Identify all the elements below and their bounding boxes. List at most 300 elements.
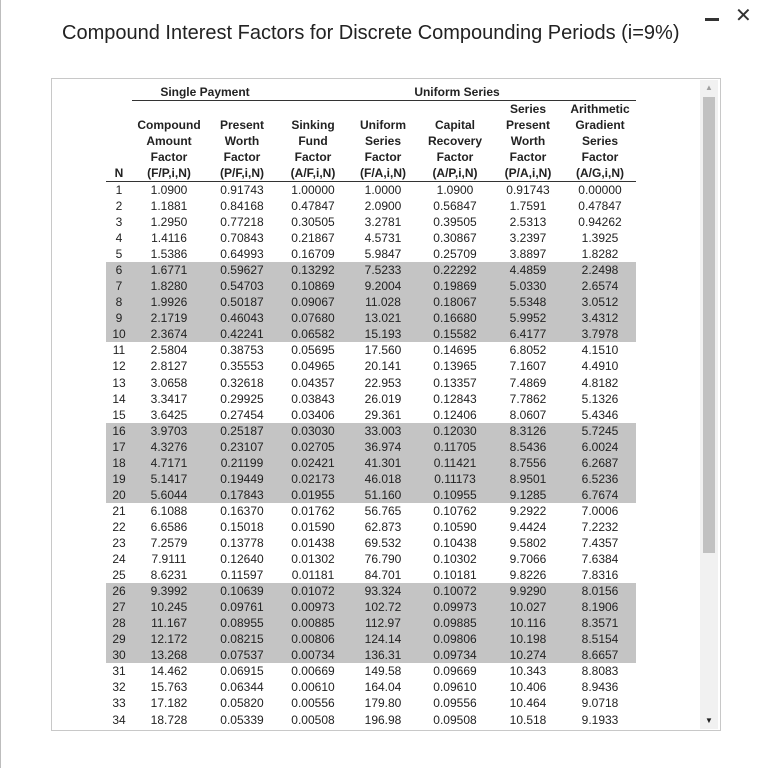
factor-cell: 6.1088 xyxy=(150,503,188,518)
factor-cell: 1.1881 xyxy=(150,199,188,214)
factor-cell: 124.14 xyxy=(348,631,418,647)
period-cell: 5 xyxy=(115,247,123,262)
factor-cell: 0.32618 xyxy=(220,375,264,390)
factor-cell: 0.50187 xyxy=(206,294,278,310)
column-header-5-line-4: Factor xyxy=(436,150,474,164)
factor-cell: 1.0900 xyxy=(150,183,188,197)
factor-cell: 0.09734 xyxy=(418,647,492,663)
period-cell: 2 xyxy=(115,199,123,214)
factor-cell: 4.8182 xyxy=(581,375,619,390)
table-row xyxy=(106,214,636,230)
factor-cell: 20.141 xyxy=(364,359,402,374)
factor-cell: 15.193 xyxy=(348,326,418,342)
factor-cell: 0.02173 xyxy=(278,471,348,487)
factor-cell: 0.13778 xyxy=(220,536,264,550)
period-cell: 4 xyxy=(115,231,123,246)
factor-cell: 2.2498 xyxy=(564,262,636,278)
factor-cell: 33.003 xyxy=(348,423,418,439)
factor-cell: 0.91743 xyxy=(220,183,264,197)
factor-cell: 5.5348 xyxy=(492,294,564,310)
factor-cell: 9.5802 xyxy=(509,536,547,550)
factor-cell: 0.00610 xyxy=(291,680,335,695)
period-cell: 27 xyxy=(106,599,132,615)
factor-cell: 7.1607 xyxy=(509,359,547,374)
factor-cell: 0.22292 xyxy=(418,262,492,278)
factor-cell: 0.03030 xyxy=(278,423,348,439)
period-cell: 29 xyxy=(106,631,132,647)
table-row xyxy=(106,262,636,278)
period-cell: 12 xyxy=(112,359,126,374)
factor-cell: 4.7171 xyxy=(132,455,206,471)
factor-cell: 0.04965 xyxy=(291,359,335,374)
factor-cell: 0.21867 xyxy=(291,231,335,246)
factor-cell: 0.16709 xyxy=(291,247,335,262)
factor-cell: 6.7674 xyxy=(564,487,636,503)
dialog-title: Compound Interest Factors for Discrete Compounding Periods (i=9%) xyxy=(62,22,680,44)
column-header-2-line-3: Worth xyxy=(224,134,260,148)
factor-cell: 2.6574 xyxy=(564,278,636,294)
scroll-down-icon[interactable]: ▼ xyxy=(705,716,713,725)
factor-cell: 0.05820 xyxy=(220,696,264,711)
table-row xyxy=(106,375,636,391)
factor-cell: 0.00508 xyxy=(291,712,335,727)
period-cell: 11 xyxy=(112,343,126,358)
factor-cell: 102.72 xyxy=(348,599,418,615)
column-header-0-line-5: N xyxy=(106,165,132,182)
column-header-6-line-2: Present xyxy=(505,118,551,132)
factor-cell: 4.4859 xyxy=(492,262,564,278)
factor-cell: 6.0024 xyxy=(564,439,636,455)
factor-cell: 0.38753 xyxy=(220,343,264,358)
column-header-1-line-4: Factor xyxy=(150,150,188,164)
factor-cell: 4.1510 xyxy=(581,343,619,358)
factor-cell: 0.25709 xyxy=(433,247,477,262)
header-row-1 xyxy=(106,101,636,118)
factor-cell: 7.5233 xyxy=(348,262,418,278)
table-row xyxy=(106,551,636,567)
period-cell: 10 xyxy=(106,326,132,342)
factor-cell: 5.9952 xyxy=(492,310,564,326)
period-cell: 17 xyxy=(106,439,132,455)
factor-cell: 0.10590 xyxy=(433,519,477,534)
factor-cell: 9.1933 xyxy=(581,712,619,727)
factor-cell: 179.80 xyxy=(364,696,402,711)
factor-cell: 6.6586 xyxy=(150,519,188,534)
factor-cell: 1.4116 xyxy=(151,231,187,246)
factor-cell: 8.8083 xyxy=(581,664,619,679)
factor-cell: 10.027 xyxy=(492,599,564,615)
factor-cell: 196.98 xyxy=(364,712,402,727)
factor-cell: 0.03843 xyxy=(291,391,335,406)
factor-cell: 10.518 xyxy=(509,712,547,727)
factor-cell: 0.13965 xyxy=(433,359,477,374)
factor-cell: 0.00556 xyxy=(291,696,335,711)
factor-cell: 51.160 xyxy=(348,487,418,503)
factor-cell: 3.4312 xyxy=(564,310,636,326)
column-header-4-line-1 xyxy=(348,101,418,118)
period-cell: 24 xyxy=(112,552,126,567)
factor-cell: 7.7862 xyxy=(509,391,547,406)
column-header-4-line-5: (F/A,i,N) xyxy=(348,165,418,182)
factor-cell: 9.2922 xyxy=(509,503,547,518)
factor-cell: 0.77218 xyxy=(220,215,264,230)
period-cell: 28 xyxy=(106,615,132,631)
table-row xyxy=(106,455,636,471)
factor-cell: 0.01590 xyxy=(291,519,335,534)
factor-cell: 0.11421 xyxy=(418,455,492,471)
factor-cell: 0.00885 xyxy=(278,615,348,631)
factor-cell: 1.8282 xyxy=(581,247,619,262)
period-cell: 20 xyxy=(106,487,132,503)
factor-cell: 10.274 xyxy=(492,647,564,663)
factor-cell: 0.00669 xyxy=(291,664,335,679)
period-cell: 33 xyxy=(112,696,126,711)
factor-cell: 8.1906 xyxy=(564,599,636,615)
factor-cell: 0.09973 xyxy=(418,599,492,615)
column-header-1-line-2: Compound xyxy=(137,118,201,132)
factor-cell: 13.268 xyxy=(132,647,206,663)
factor-cell: 0.05339 xyxy=(220,712,264,727)
header-row-5 xyxy=(106,165,636,182)
factor-cell: 0.42241 xyxy=(206,326,278,342)
table-row xyxy=(106,647,636,663)
factor-cell: 0.03406 xyxy=(291,407,335,422)
table-row xyxy=(106,695,636,711)
table-row xyxy=(106,503,636,519)
column-header-4-line-2: Uniform xyxy=(360,118,406,132)
factor-cell: 0.06915 xyxy=(220,664,264,679)
column-header-1-line-3: Amount xyxy=(146,134,192,148)
period-cell: 22 xyxy=(112,519,126,534)
factor-cell: 0.09508 xyxy=(433,712,477,727)
factor-cell: 2.8127 xyxy=(150,359,188,374)
factor-cell: 0.10869 xyxy=(278,278,348,294)
factor-cell: 0.47847 xyxy=(291,199,335,214)
factor-cell: 0.08955 xyxy=(206,615,278,631)
factor-cell: 8.6231 xyxy=(150,568,188,583)
factor-cell: 4.4910 xyxy=(581,359,619,374)
table-row xyxy=(106,712,636,728)
column-header-7-line-1: Arithmetic xyxy=(570,102,630,116)
factor-cell: 5.1326 xyxy=(581,391,619,406)
factor-cell: 1.9926 xyxy=(132,294,206,310)
factor-cell: 0.04357 xyxy=(291,375,335,390)
column-header-7-line-4: Factor xyxy=(581,150,619,164)
factor-cell: 0.13292 xyxy=(278,262,348,278)
scroll-up-icon[interactable]: ▲ xyxy=(705,83,713,92)
factor-cell: 1.3925 xyxy=(581,231,619,246)
factor-cell: 0.84168 xyxy=(220,199,264,214)
close-icon[interactable]: ✕ xyxy=(735,5,752,27)
factor-cell: 0.19449 xyxy=(206,471,278,487)
header-row-4 xyxy=(106,149,636,165)
table-row xyxy=(106,294,636,310)
factor-cell: 69.532 xyxy=(364,536,402,550)
factor-cell: 0.13357 xyxy=(433,375,477,390)
column-header-2-line-4: Factor xyxy=(223,150,261,164)
factor-cell: 9.3992 xyxy=(132,583,206,599)
factor-cell: 1.7591 xyxy=(509,199,547,214)
table-row xyxy=(106,471,636,487)
factor-cell: 7.4869 xyxy=(509,375,547,390)
table-row xyxy=(106,567,636,583)
period-cell: 26 xyxy=(106,583,132,599)
factor-cell: 0.06344 xyxy=(220,680,264,695)
factor-cell: 10.343 xyxy=(509,664,547,679)
factor-cell: 0.09669 xyxy=(433,664,477,679)
factor-cell: 8.6657 xyxy=(564,647,636,663)
table-row xyxy=(106,407,636,423)
factor-cell: 18.728 xyxy=(150,712,188,727)
factor-cell: 0.09067 xyxy=(278,294,348,310)
table-row xyxy=(106,198,636,214)
period-cell: 3 xyxy=(115,215,123,230)
period-cell: 23 xyxy=(112,536,126,550)
column-header-4-line-3: Series xyxy=(364,134,402,148)
factor-cell: 10.464 xyxy=(509,696,547,711)
group-single-payment: Single Payment xyxy=(132,84,278,101)
header-row-2 xyxy=(106,117,636,133)
factor-cell: 3.7978 xyxy=(564,326,636,342)
column-header-1-line-5: (F/P,i,N) xyxy=(132,165,206,182)
factor-cell: 9.1285 xyxy=(492,487,564,503)
factor-cell: 9.8226 xyxy=(509,568,547,583)
column-header-7-line-2: Gradient xyxy=(575,118,625,132)
table-row xyxy=(106,535,636,551)
factor-cell: 5.9847 xyxy=(364,247,402,262)
column-header-1-line-1 xyxy=(132,101,206,118)
factor-cell: 0.09761 xyxy=(206,599,278,615)
factor-cell: 0.12406 xyxy=(433,407,477,422)
factor-cell: 0.08215 xyxy=(206,631,278,647)
factor-cell: 0.05695 xyxy=(291,343,335,358)
column-header-6-line-4: Factor xyxy=(509,150,547,164)
factor-cell: 149.58 xyxy=(364,664,402,679)
factor-cell: 2.5313 xyxy=(509,215,547,230)
table-row xyxy=(106,310,636,326)
factor-cell: 3.2781 xyxy=(364,215,402,230)
table-row xyxy=(106,599,636,615)
factor-cell: 7.2579 xyxy=(150,536,188,550)
factor-cell: 76.790 xyxy=(364,552,402,567)
factor-cell: 6.4177 xyxy=(492,326,564,342)
period-cell: 32 xyxy=(112,680,126,695)
factor-cell: 0.39505 xyxy=(433,215,477,230)
column-header-0-line-4 xyxy=(106,149,132,165)
factor-cell: 5.1417 xyxy=(132,471,206,487)
factor-cell: 14.462 xyxy=(150,664,188,679)
table-row xyxy=(106,342,636,358)
factor-cell: 0.15018 xyxy=(220,519,264,534)
factor-cell: 0.10181 xyxy=(433,568,477,583)
factor-cell: 0.11173 xyxy=(418,471,492,487)
table-row xyxy=(106,326,636,342)
factor-cell: 0.06582 xyxy=(278,326,348,342)
factor-cell: 10.198 xyxy=(492,631,564,647)
factor-cell: 0.07537 xyxy=(206,647,278,663)
factor-cell: 0.10438 xyxy=(433,536,477,550)
factor-cell: 17.182 xyxy=(150,696,188,711)
factor-cell: 0.15582 xyxy=(418,326,492,342)
factor-cell: 0.12030 xyxy=(418,423,492,439)
factor-cell: 1.0000 xyxy=(364,183,402,197)
factor-cell: 46.018 xyxy=(348,471,418,487)
factor-cell: 0.11597 xyxy=(220,568,264,583)
factor-cell: 93.324 xyxy=(348,583,418,599)
factor-cell: 136.31 xyxy=(348,647,418,663)
column-header-7-line-5: (A/G,i,N) xyxy=(564,165,636,182)
group-header-row xyxy=(106,84,636,101)
factor-cell: 0.19869 xyxy=(418,278,492,294)
factor-cell: 10.116 xyxy=(492,615,564,631)
factor-cell: 8.3126 xyxy=(492,423,564,439)
factor-cell: 4.5731 xyxy=(364,231,402,246)
factor-cell: 0.47847 xyxy=(578,199,622,214)
factor-cell: 11.167 xyxy=(132,615,206,631)
table-row xyxy=(106,230,636,246)
period-cell: 14 xyxy=(112,391,126,406)
factor-cell: 10.406 xyxy=(509,680,547,695)
table-row xyxy=(106,182,636,199)
factor-cell: 0.12640 xyxy=(220,552,264,567)
factor-cell: 3.6425 xyxy=(150,407,188,422)
factor-cell: 0.54703 xyxy=(206,278,278,294)
factor-cell: 0.56847 xyxy=(433,199,477,214)
factor-cell: 36.974 xyxy=(348,439,418,455)
factor-cell: 0.10762 xyxy=(433,503,477,518)
group-uniform-series: Uniform Series xyxy=(278,84,636,101)
column-header-5-line-5: (A/P,i,N) xyxy=(418,165,492,182)
table-row xyxy=(106,487,636,503)
factor-cell: 29.361 xyxy=(364,407,402,422)
factor-cell: 9.0718 xyxy=(581,696,619,711)
period-cell: 13 xyxy=(112,375,126,390)
column-header-4-line-4: Factor xyxy=(364,150,402,164)
period-cell: 15 xyxy=(112,407,126,422)
factor-cell: 0.09610 xyxy=(433,680,477,695)
factor-cell: 8.0607 xyxy=(509,407,547,422)
column-header-5-line-1 xyxy=(418,101,492,118)
period-cell: 31 xyxy=(112,664,126,679)
factor-cell: 5.0330 xyxy=(492,278,564,294)
factor-cell: 62.873 xyxy=(364,519,402,534)
column-header-0-line-2 xyxy=(106,117,132,133)
factor-cell: 0.18067 xyxy=(418,294,492,310)
factor-cell: 0.59627 xyxy=(206,262,278,278)
factor-cell: 0.70843 xyxy=(220,231,264,246)
factor-cell: 2.3674 xyxy=(132,326,206,342)
factor-cell: 3.3417 xyxy=(150,391,188,406)
column-header-0-line-3 xyxy=(106,133,132,149)
factor-cell: 0.17843 xyxy=(206,487,278,503)
column-header-3-line-4: Factor xyxy=(294,150,332,164)
period-cell: 16 xyxy=(106,423,132,439)
vertical-scrollbar[interactable] xyxy=(700,80,718,729)
factor-cell: 8.5154 xyxy=(564,631,636,647)
column-header-3-line-1 xyxy=(278,101,348,118)
table-row xyxy=(106,423,636,439)
factor-cell: 9.9290 xyxy=(492,583,564,599)
period-cell: 1 xyxy=(115,183,123,197)
factor-cell: 0.07680 xyxy=(278,310,348,326)
table-row xyxy=(106,615,636,631)
column-header-5-line-2: Capital xyxy=(434,118,475,132)
factor-cell: 84.701 xyxy=(364,568,402,583)
factor-cell: 13.021 xyxy=(348,310,418,326)
factor-cell: 6.8052 xyxy=(509,343,547,358)
period-cell: 7 xyxy=(106,278,132,294)
factor-cell: 2.0900 xyxy=(364,199,402,214)
factor-cell: 0.01302 xyxy=(291,552,335,567)
factor-cell: 0.00000 xyxy=(578,183,622,197)
factor-cell: 0.30505 xyxy=(291,215,335,230)
factor-cell: 0.27454 xyxy=(220,407,264,422)
window-edge xyxy=(0,0,1,768)
factor-cell: 7.2232 xyxy=(581,519,619,534)
factor-cell: 8.9436 xyxy=(581,680,619,695)
header-row-3 xyxy=(106,133,636,149)
table-row xyxy=(106,583,636,599)
column-header-5-line-3: Recovery xyxy=(427,134,483,148)
factor-cell: 1.2950 xyxy=(150,215,188,230)
factor-cell: 4.3276 xyxy=(132,439,206,455)
factor-cell: 0.01181 xyxy=(291,568,335,583)
column-header-6-line-1: Series xyxy=(509,102,547,116)
factor-cell: 0.30867 xyxy=(433,231,477,246)
column-header-6-line-5: (P/A,i,N) xyxy=(492,165,564,182)
factor-cell: 0.10639 xyxy=(206,583,278,599)
factor-cell: 0.35553 xyxy=(220,359,264,374)
table-row xyxy=(106,663,636,679)
factor-cell: 0.09885 xyxy=(418,615,492,631)
factor-cell: 0.29925 xyxy=(220,391,264,406)
factor-cell: 11.028 xyxy=(348,294,418,310)
factor-cell: 2.1719 xyxy=(132,310,206,326)
factor-cell: 8.7556 xyxy=(492,455,564,471)
scrollbar-thumb[interactable] xyxy=(703,97,715,553)
column-header-3-line-2: Sinking xyxy=(291,118,335,132)
table-row xyxy=(106,679,636,695)
factor-cell: 0.10072 xyxy=(418,583,492,599)
factor-cell: 0.16680 xyxy=(418,310,492,326)
factor-cell: 0.00734 xyxy=(278,647,348,663)
factor-cell: 3.9703 xyxy=(132,423,206,439)
factor-cell: 6.2687 xyxy=(564,455,636,471)
factor-cell: 0.01955 xyxy=(278,487,348,503)
factor-cell: 7.0006 xyxy=(581,503,619,518)
column-header-3-line-3: Fund xyxy=(298,134,328,148)
factor-cell: 7.6384 xyxy=(581,552,619,567)
factor-cell: 9.2004 xyxy=(348,278,418,294)
factor-cell: 6.5236 xyxy=(564,471,636,487)
factor-cell: 41.301 xyxy=(348,455,418,471)
factor-cell: 8.9501 xyxy=(492,471,564,487)
period-cell: 19 xyxy=(106,471,132,487)
factor-cell: 0.21199 xyxy=(206,455,278,471)
factor-cell: 0.46043 xyxy=(206,310,278,326)
factor-cell: 0.01438 xyxy=(291,536,335,550)
period-cell: 21 xyxy=(112,503,126,518)
factor-cell: 1.00000 xyxy=(291,183,335,197)
factor-cell: 0.01762 xyxy=(291,503,335,518)
factor-cell: 17.560 xyxy=(364,343,402,358)
period-cell: 6 xyxy=(106,262,132,278)
group-spacer xyxy=(106,84,132,101)
minimize-icon[interactable] xyxy=(705,18,719,21)
factor-cell: 0.94262 xyxy=(578,215,622,230)
factor-cell: 26.019 xyxy=(364,391,402,406)
column-header-7-line-3: Series xyxy=(581,134,619,148)
